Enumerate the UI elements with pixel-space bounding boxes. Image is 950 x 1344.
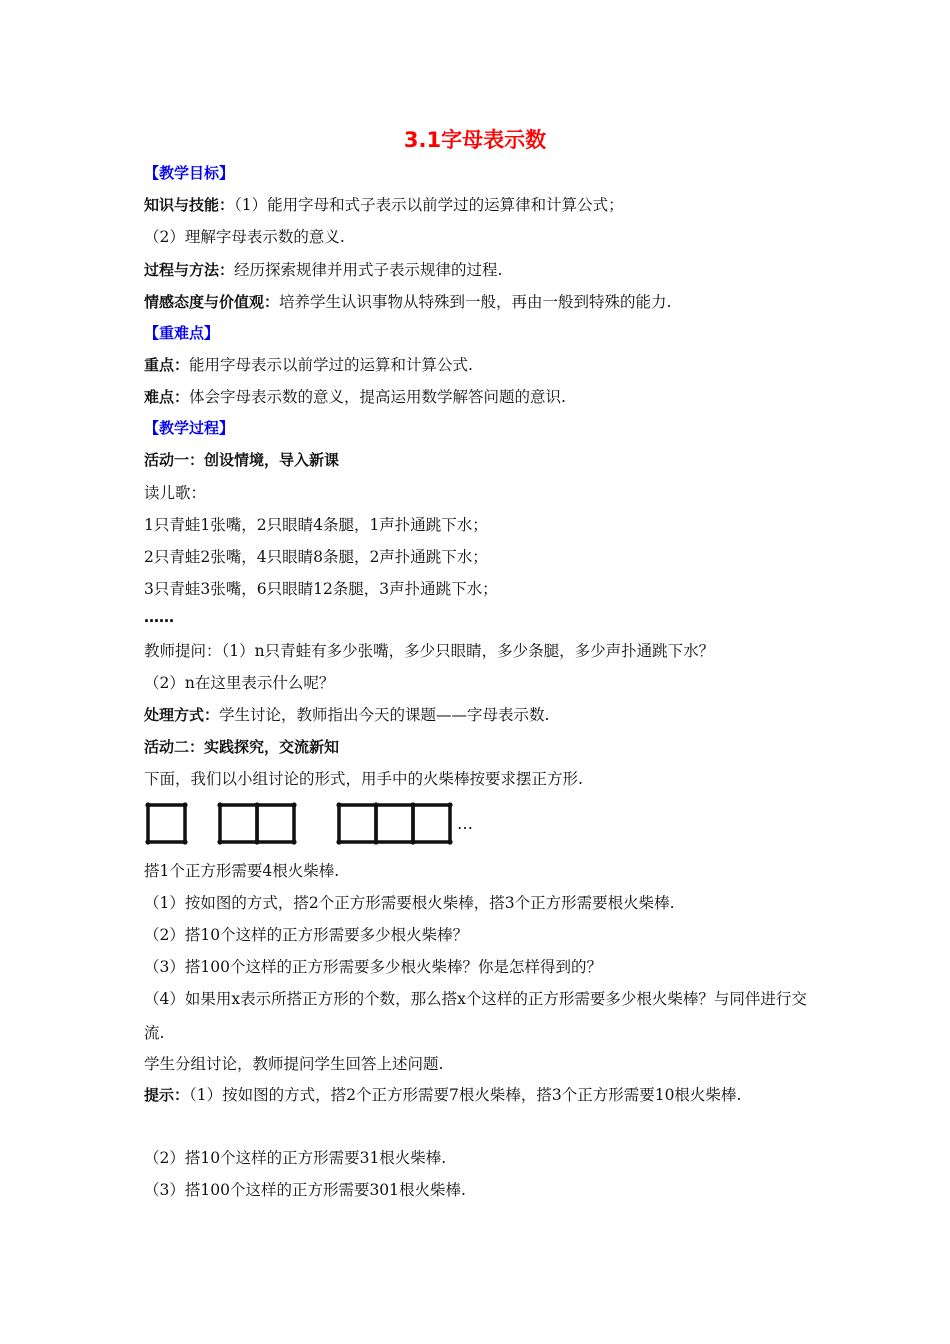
knowledge-label: 知识与技能：: [144, 196, 235, 214]
one-square-group: [148, 805, 185, 842]
teacher-question-1: 教师提问：（1）n只青蛙有多少张嘴，多少只眼睛，多少条腿，多少声扑通跳下水？: [144, 642, 715, 660]
song-line-1: 1只青蛙1张嘴，2只眼睛4条腿，1声扑通跳下水；: [144, 516, 488, 534]
handling-line: [144, 705, 814, 725]
teacher-question-2: （2）n在这里表示什么呢？: [144, 674, 335, 692]
emotion-label: 情感态度与价值观：: [144, 293, 280, 311]
knowledge-text: （1）能用字母和式子表示以前学过的运算律和计算公式；: [234, 196, 624, 214]
hint-2: （2）搭10个这样的正方形需要31根火柴棒.: [144, 1149, 447, 1167]
square-shape: [257, 805, 294, 842]
hint-paragraph: [144, 1078, 814, 1112]
difficult-text: 体会字母表示数的意义，提高运用数学解答问题的意识.: [189, 388, 566, 406]
ellipsis: ……: [144, 608, 174, 626]
difficult-label: 难点：: [144, 388, 190, 406]
knowledge-text-2: （2）理解字母表示数的意义.: [144, 228, 345, 246]
square-shape: [376, 805, 413, 842]
activity-2-intro: 下面，我们以小组讨论的形式，用手中的火柴棒按要求摆正方形.: [144, 770, 583, 788]
key-text: 能用字母表示以前学过的运算和计算公式.: [189, 356, 473, 374]
process-label: 过程与方法：: [144, 261, 235, 279]
emotion-text: 培养学生认识事物从特殊到一般，再由一般到特殊的能力.: [279, 293, 672, 311]
process-text: 经历探索规律并用式子表示规律的过程.: [234, 261, 503, 279]
figure-continuation-dots: …: [457, 814, 473, 833]
section-header-process: 【教学过程】: [144, 419, 235, 437]
square-shape: [339, 805, 376, 842]
song-line-2: 2只青蛙2张嘴，4只眼睛8条腿，2声扑通跳下水；: [144, 548, 488, 566]
hint-1: （1）按如图的方式，搭2个正方形需要7根火柴棒，搭3个正方形需要10根火柴棒.: [189, 1086, 742, 1104]
key-label: 重点：: [144, 356, 190, 374]
activity-1-title: 活动一：创设情境，导入新课: [144, 451, 340, 469]
question-2: （2）搭10个这样的正方形需要多少根火柴棒？: [144, 926, 469, 944]
question-0: 搭1个正方形需要4根火柴棒.: [144, 862, 340, 880]
question-1: （1）按如图的方式，搭2个正方形需要根火柴棒，搭3个正方形需要根火柴棒.: [144, 894, 675, 912]
handle-label: 处理方式：: [144, 706, 220, 724]
question-3: （3）搭100个这样的正方形需要多少根火柴棒？你是怎样得到的？: [144, 958, 602, 976]
square-shape: [148, 805, 185, 842]
activity-2-title: 活动二：实践探究，交流新知: [144, 738, 340, 756]
knowledge-skills-line: [144, 195, 814, 215]
matchstick-squares-figure: [144, 797, 484, 849]
square-shape: [220, 805, 257, 842]
hint-label: 提示：: [144, 1086, 190, 1104]
two-squares-group: [220, 805, 294, 842]
section-header-objectives: 【教学目标】: [144, 164, 235, 182]
key-point-line: [144, 355, 814, 375]
discussion-line: 学生分组讨论，教师提问学生回答上述问题.: [144, 1055, 444, 1073]
page-title: 3.1字母表示数: [403, 128, 547, 152]
question-4: （4）如果用x表示所搭正方形的个数，那么搭x个这样的正方形需要多少根火柴棒？与同伴进行交流.: [144, 990, 807, 1042]
song-line-3: 3只青蛙3张嘴，6只眼睛12条腿，3声扑通跳下水；: [144, 580, 498, 598]
three-squares-group: [339, 805, 450, 842]
difficult-point-line: [144, 387, 814, 407]
section-header-key-points: 【重难点】: [144, 324, 220, 342]
read-song-label: 读儿歌：: [144, 484, 207, 502]
process-method-line: [144, 260, 814, 280]
handle-text: 学生讨论，教师指出今天的课题——字母表示数.: [219, 706, 550, 724]
emotion-line: [144, 292, 814, 312]
hint-3: （3）搭100个这样的正方形需要301根火柴棒.: [144, 1181, 466, 1199]
square-shape: [413, 805, 450, 842]
